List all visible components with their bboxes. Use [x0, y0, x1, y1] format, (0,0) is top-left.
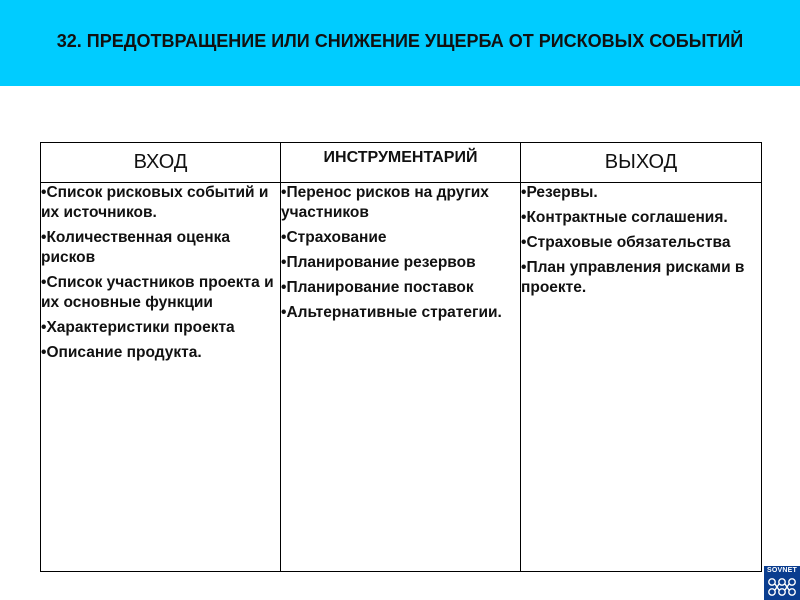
list-item-text: Резервы. [526, 184, 598, 201]
bullet-icon: • [41, 184, 47, 201]
list-item-text: Список участников проекта и их основные функции [41, 274, 274, 311]
list-item-text: Характеристики проекта [46, 319, 235, 336]
sovnet-logo [764, 566, 800, 600]
list-item [41, 318, 280, 338]
output-list [521, 183, 761, 298]
table-header-row [41, 143, 762, 183]
list-item [281, 253, 520, 273]
bullet-icon: • [281, 184, 287, 201]
bullet-icon: • [281, 304, 287, 321]
bullet-icon: • [521, 234, 527, 251]
bullet-icon: • [281, 229, 287, 246]
list-item [41, 273, 280, 313]
bullet-icon: • [281, 254, 287, 271]
bullet-icon: • [41, 319, 47, 336]
bullet-icon: • [281, 279, 287, 296]
header-output: ВЫХОД [521, 143, 762, 183]
bullet-icon: • [521, 184, 527, 201]
header-input: ВХОД [41, 143, 281, 183]
list-item-text: Описание продукта. [46, 344, 202, 361]
list-item [521, 183, 761, 203]
list-item [521, 258, 761, 298]
list-item-text: Список рисковых событий и их источников. [41, 184, 269, 221]
list-item-text: Контрактные соглашения. [526, 209, 728, 226]
list-item [41, 183, 280, 223]
input-cell [41, 183, 281, 572]
list-item-text: Страховые обязательства [526, 234, 731, 251]
bullet-icon: • [521, 259, 527, 276]
list-item [281, 303, 520, 323]
header-tools: ИНСТРУМЕНТАРИЙ [281, 143, 521, 183]
slide-title: 32. ПРЕДОТВРАЩЕНИЕ ИЛИ СНИЖЕНИЕ УЩЕРБА ОТ РИСКОВЫХ СОБЫТИЙ [56, 30, 744, 51]
list-item-text: План управления рисками в проекте. [521, 259, 745, 296]
bullet-icon: • [41, 274, 47, 291]
list-item-text: Перенос рисков на других участников [281, 184, 489, 221]
list-item [281, 228, 520, 248]
logo-text: SOVNET [767, 567, 797, 574]
list-item-text: Альтернативные стратегии. [286, 304, 502, 321]
list-item [521, 208, 761, 228]
bullet-icon: • [41, 344, 47, 361]
tools-list [281, 183, 520, 323]
input-list [41, 183, 280, 363]
risk-table [40, 142, 762, 572]
table-body-row [41, 183, 762, 572]
list-item-text: Страхование [286, 229, 387, 246]
list-item-text: Планирование резервов [286, 254, 476, 271]
output-cell [521, 183, 762, 572]
list-item-text: Количественная оценка рисков [41, 229, 230, 266]
list-item [41, 228, 280, 268]
tools-cell [281, 183, 521, 572]
list-item-text: Планирование поставок [286, 279, 474, 296]
list-item [281, 278, 520, 298]
logo-knot-icon [766, 576, 798, 598]
list-item [41, 343, 280, 363]
list-item [521, 233, 761, 253]
title-bar [0, 0, 800, 86]
bullet-icon: • [521, 209, 527, 226]
list-item [281, 183, 520, 223]
bullet-icon: • [41, 229, 47, 246]
